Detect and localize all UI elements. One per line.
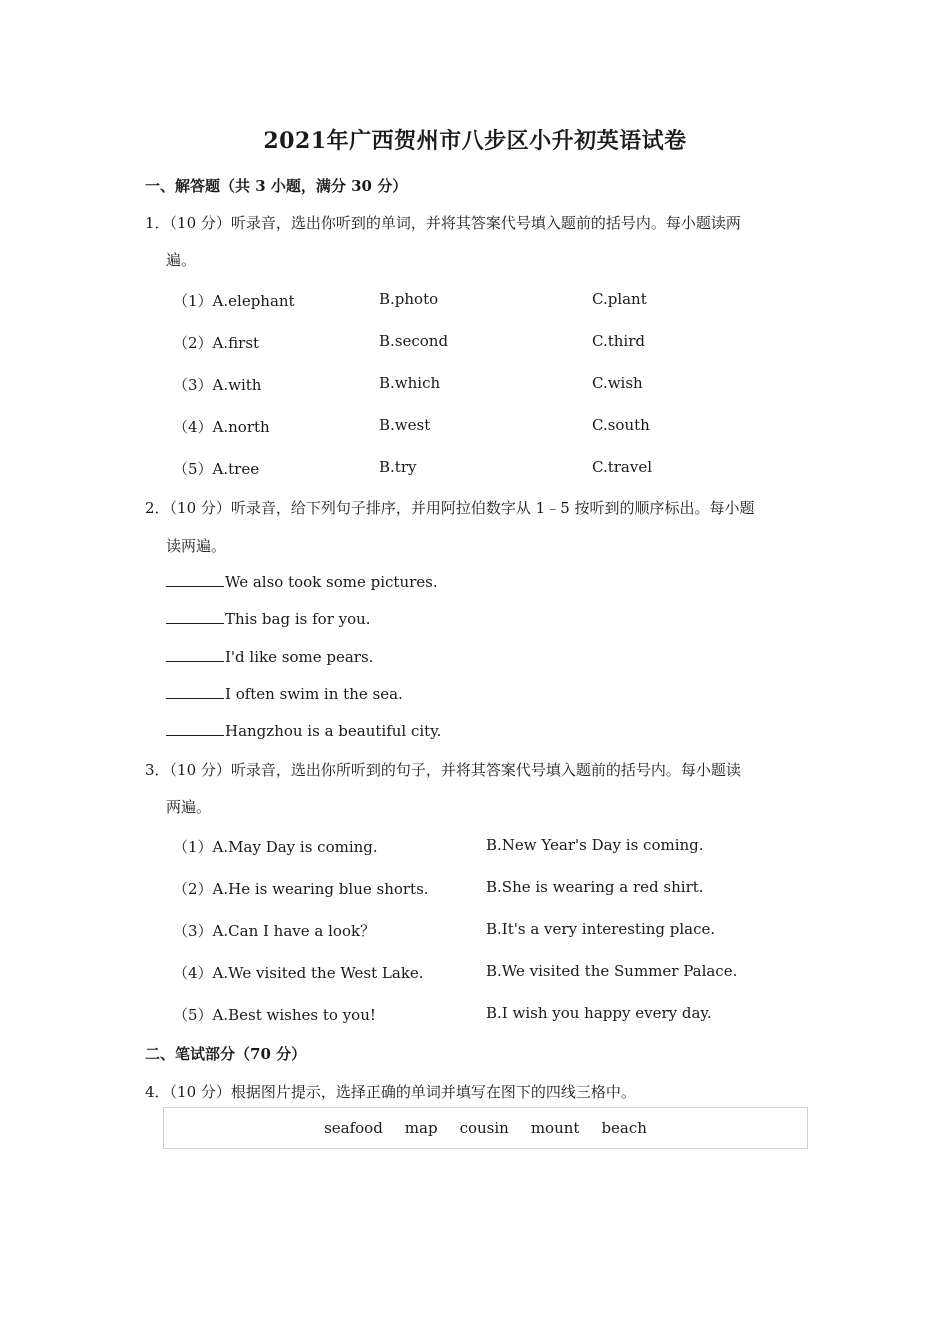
word-bank-word: map	[404, 1119, 438, 1137]
q2-answer-blank[interactable]	[166, 573, 224, 587]
q3-item2-option-b: B.She is wearing a red shirt.	[486, 878, 704, 896]
q2-sentence: Hangzhou is a beautiful city.	[225, 722, 442, 740]
q1-item2-option-a: （2）A.first	[173, 334, 260, 352]
q3-item1-option-b: B.New Year's Day is coming.	[486, 836, 704, 854]
q3-item3-option-a: （3）A.Can I have a look？	[173, 922, 376, 940]
q1-item5-option-a: （5）A.tree	[173, 460, 260, 478]
q1-item1-option-a: （1）A.elephant	[173, 292, 295, 310]
q2-sentence: We also took some pictures.	[225, 573, 438, 591]
q2-sentence: I often swim in the sea.	[225, 685, 403, 703]
q3-prompt-line1: 3．（10 分）听录音，选出你所听到的句子，并将其答案代号填入题前的括号内。每小题读	[145, 761, 741, 779]
q2-sentence-row	[166, 648, 373, 666]
q2-sentence: This bag is for you.	[225, 610, 371, 628]
q1-item4-option-b: B.west	[379, 416, 431, 434]
q1-item3-option-b: B.which	[379, 374, 441, 392]
q2-sentence-row	[166, 573, 438, 591]
q3-item5-option-b: B.I wish you happy every day.	[486, 1004, 712, 1022]
q2-answer-blank[interactable]	[166, 610, 224, 624]
q1-item2-option-b: B.second	[379, 332, 449, 350]
q1-item5-option-b: B.try	[379, 458, 417, 476]
q2-answer-blank[interactable]	[166, 648, 224, 662]
q1-item2-option-c: C.third	[592, 332, 645, 350]
word-bank-word: beach	[601, 1119, 647, 1137]
page-title: 2021年广西贺州市八步区小升初英语试卷	[263, 128, 687, 154]
q3-item4-option-b: B.We visited the Summer Palace.	[486, 962, 738, 980]
q2-sentence: I'd like some pears.	[225, 648, 374, 666]
q1-item1-option-b: B.photo	[379, 290, 439, 308]
q2-sentence-row	[166, 685, 403, 703]
q1-prompt-line1: 1．（10 分）听录音，选出你听到的单词，并将其答案代号填入题前的括号内。每小题读两	[145, 214, 741, 232]
q1-item4-option-c: C.south	[592, 416, 650, 434]
q1-prompt-line2: 遍。	[166, 251, 197, 269]
q3-item1-option-a: （1）A.May Day is coming.	[173, 838, 378, 856]
q1-item4-option-a: （4）A.north	[173, 418, 270, 436]
q3-item4-option-a: （4）A.We visited the West Lake.	[173, 964, 424, 982]
q2-sentence-row	[166, 610, 371, 628]
q1-item1-option-c: C.plant	[592, 290, 647, 308]
q3-item3-option-b: B.It's a very interesting place.	[486, 920, 716, 938]
q3-item5-option-a: （5）A.Best wishes to you!	[173, 1006, 376, 1024]
q2-answer-blank[interactable]	[166, 685, 224, 699]
word-bank-word: seafood	[324, 1119, 383, 1137]
word-bank-word: mount	[530, 1119, 580, 1137]
q2-prompt-line1: 2．（10 分）听录音，给下列句子排序，并用阿拉伯数字从 1﹣5 按听到的顺序标出。每小题	[145, 499, 755, 517]
q3-prompt-line2: 两遍。	[166, 798, 212, 816]
q1-item5-option-c: C.travel	[592, 458, 652, 476]
section-2-heading: 二、笔试部分（70 分）	[145, 1045, 307, 1063]
section-1-heading: 一、解答题（共 3 小题，满分 30 分）	[145, 177, 408, 195]
q4-prompt: 4．（10 分）根据图片提示，选择正确的单词并填写在图下的四线三格中。	[145, 1083, 636, 1101]
q2-answer-blank[interactable]	[166, 722, 224, 736]
q3-item2-option-a: （2）A.He is wearing blue shorts.	[173, 880, 429, 898]
word-bank-box	[163, 1107, 808, 1149]
q1-item3-option-a: （3）A.with	[173, 376, 262, 394]
q2-sentence-row	[166, 722, 441, 740]
word-bank-word: cousin	[459, 1119, 509, 1137]
q2-prompt-line2: 读两遍。	[166, 537, 227, 555]
q1-item3-option-c: C.wish	[592, 374, 643, 392]
